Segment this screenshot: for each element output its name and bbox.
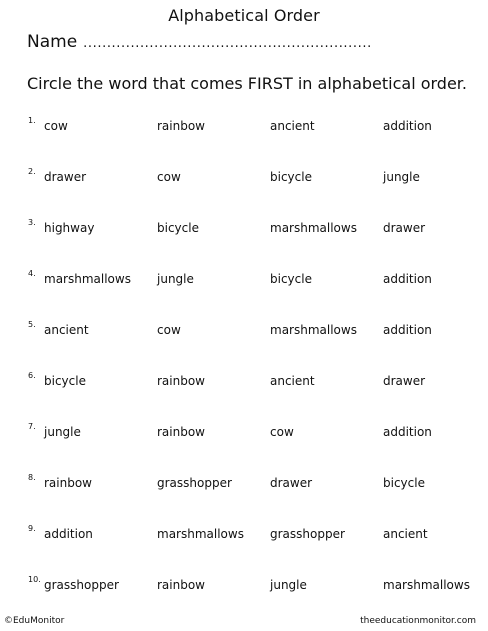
- word-option[interactable]: grasshopper: [44, 578, 119, 592]
- question-row: [0, 116, 488, 139]
- question-number: 7.: [28, 422, 36, 431]
- question-number: 8.: [28, 473, 36, 482]
- word-option[interactable]: ancient: [44, 323, 89, 337]
- word-option[interactable]: bicycle: [383, 476, 425, 490]
- question-row: [0, 473, 488, 496]
- word-option[interactable]: ancient: [270, 119, 315, 133]
- question-row: [0, 167, 488, 190]
- name-label: Name: [27, 32, 78, 52]
- word-option[interactable]: jungle: [157, 272, 194, 286]
- word-option[interactable]: cow: [44, 119, 68, 133]
- question-row: [0, 320, 488, 343]
- word-option[interactable]: addition: [383, 425, 432, 439]
- word-option[interactable]: drawer: [44, 170, 87, 184]
- word-option[interactable]: marshmallows: [270, 323, 357, 337]
- word-option[interactable]: drawer: [383, 374, 426, 388]
- word-option[interactable]: grasshopper: [157, 476, 232, 490]
- word-option[interactable]: rainbow: [157, 119, 205, 133]
- word-option[interactable]: drawer: [383, 221, 426, 235]
- question-number: 1.: [28, 116, 36, 125]
- question-row: [0, 371, 488, 394]
- question-number: 5.: [28, 320, 36, 329]
- word-option[interactable]: addition: [44, 527, 93, 541]
- copyright-notice: ©EduMonitor: [4, 616, 65, 626]
- worksheet-title: Alphabetical Order: [168, 6, 320, 25]
- word-option[interactable]: addition: [383, 323, 432, 337]
- question-row: [0, 524, 488, 547]
- word-option[interactable]: ancient: [270, 374, 315, 388]
- question-number: 9.: [28, 524, 36, 533]
- word-option[interactable]: marshmallows: [383, 578, 470, 592]
- question-number: 3.: [28, 218, 36, 227]
- question-row: [0, 422, 488, 445]
- word-option[interactable]: bicycle: [270, 272, 312, 286]
- name-dotted-line: .............................................................: [83, 36, 372, 51]
- word-option[interactable]: rainbow: [157, 425, 205, 439]
- word-option[interactable]: addition: [383, 272, 432, 286]
- question-number: 10.: [28, 575, 41, 584]
- word-option[interactable]: grasshopper: [270, 527, 345, 541]
- word-option[interactable]: bicycle: [44, 374, 86, 388]
- word-option[interactable]: marshmallows: [270, 221, 357, 235]
- word-option[interactable]: marshmallows: [44, 272, 131, 286]
- word-option[interactable]: rainbow: [157, 578, 205, 592]
- word-option[interactable]: ancient: [383, 527, 428, 541]
- question-number: 4.: [28, 269, 36, 278]
- word-option[interactable]: highway: [44, 221, 95, 235]
- word-option[interactable]: bicycle: [157, 221, 199, 235]
- question-row: [0, 269, 488, 292]
- word-option[interactable]: marshmallows: [157, 527, 244, 541]
- question-row: [0, 218, 488, 241]
- instructions-text: Circle the word that comes FIRST in alphabetical order.: [27, 74, 467, 93]
- website-url: theeducationmonitor.com: [360, 616, 476, 626]
- question-number: 2.: [28, 167, 36, 176]
- question-number: 6.: [28, 371, 36, 380]
- word-option[interactable]: cow: [270, 425, 294, 439]
- word-option[interactable]: addition: [383, 119, 432, 133]
- word-option[interactable]: jungle: [383, 170, 420, 184]
- word-option[interactable]: cow: [157, 323, 181, 337]
- word-option[interactable]: cow: [157, 170, 181, 184]
- word-option[interactable]: drawer: [270, 476, 313, 490]
- word-option[interactable]: bicycle: [270, 170, 312, 184]
- question-row: [0, 575, 488, 598]
- name-field: [27, 32, 372, 52]
- word-option[interactable]: rainbow: [157, 374, 205, 388]
- word-option[interactable]: rainbow: [44, 476, 92, 490]
- word-option[interactable]: jungle: [44, 425, 81, 439]
- word-option[interactable]: jungle: [270, 578, 307, 592]
